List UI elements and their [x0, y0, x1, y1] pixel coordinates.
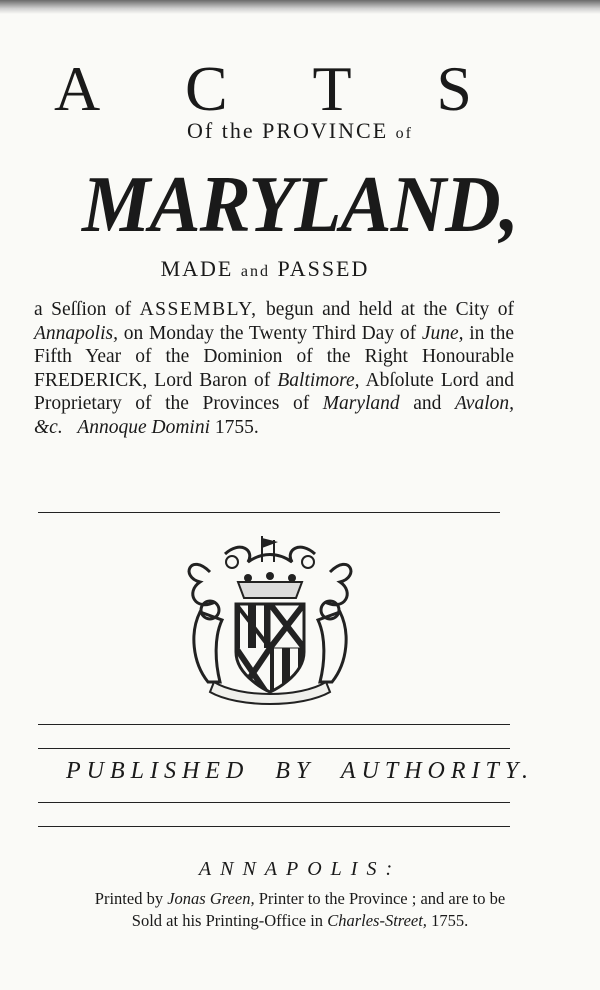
printer-name: Jonas Green, [167, 889, 255, 908]
imprint-text: Printer to the Province ; and are to be [254, 889, 506, 908]
avalon-name: Avalon, &c. [34, 393, 515, 438]
city-name: Annapolis, [34, 322, 118, 344]
title-maryland: MARYLAND, [82, 161, 518, 249]
month-name: June, [421, 322, 464, 344]
imprint-city: ANNAPOLIS: [198, 858, 402, 880]
scan-top-edge [0, 0, 600, 14]
title-acts [54, 52, 474, 126]
title-letter: A [54, 53, 103, 124]
body-text-6: and [399, 393, 455, 414]
rule-divider [38, 512, 500, 513]
rule-divider [38, 724, 510, 725]
passed-word: PASSED [277, 256, 370, 281]
imprint [20, 888, 580, 932]
imprint-line-2 [20, 910, 580, 932]
anno-domini: Annoque Domini [77, 416, 211, 438]
body-text-5: Abſolute Lord and Proprietary of the Provinces of [34, 369, 514, 414]
and-word: and [240, 263, 270, 280]
title-letter: S [436, 53, 474, 124]
of-word: of [395, 125, 413, 142]
title-letter: T [312, 53, 354, 124]
made-word: MADE [160, 256, 234, 281]
imprint-text: 1755. [426, 911, 469, 930]
title-letter: C [185, 53, 230, 124]
body-text-2: begun and held at the City of [257, 299, 514, 320]
subtitle-province [0, 118, 600, 144]
body-text-4: in the Fifth Year of the Dominion of the Right Honourable FREDERICK, Lord Baron of [34, 322, 514, 391]
maryland-name: Maryland [322, 393, 400, 414]
rule-divider [38, 802, 510, 803]
maryland-coat-of-arms-icon [170, 532, 370, 707]
body-text-1: a Seſſion of [34, 299, 140, 320]
imprint-text: Sold at his Printing-Office in [131, 911, 328, 930]
imprint-line-1 [20, 888, 580, 910]
body-text-3: on Monday the Twenty Third Day of [117, 322, 422, 344]
of-the: Of the [187, 118, 255, 143]
session-description [34, 298, 514, 439]
street-name: Charles-Street, [327, 911, 427, 930]
made-and-passed [0, 256, 530, 282]
baltimore-name: Baltimore, [277, 369, 360, 391]
published-by-authority: PUBLISHED BY AUTHORITY. [65, 758, 535, 784]
rule-divider [38, 748, 510, 749]
province-word: PROVINCE [262, 118, 389, 143]
rule-divider [38, 826, 510, 827]
imprint-text: Printed by [94, 889, 168, 908]
year-1755: 1755. [214, 416, 259, 438]
assembly-word: ASSEMBLY, [139, 299, 258, 320]
